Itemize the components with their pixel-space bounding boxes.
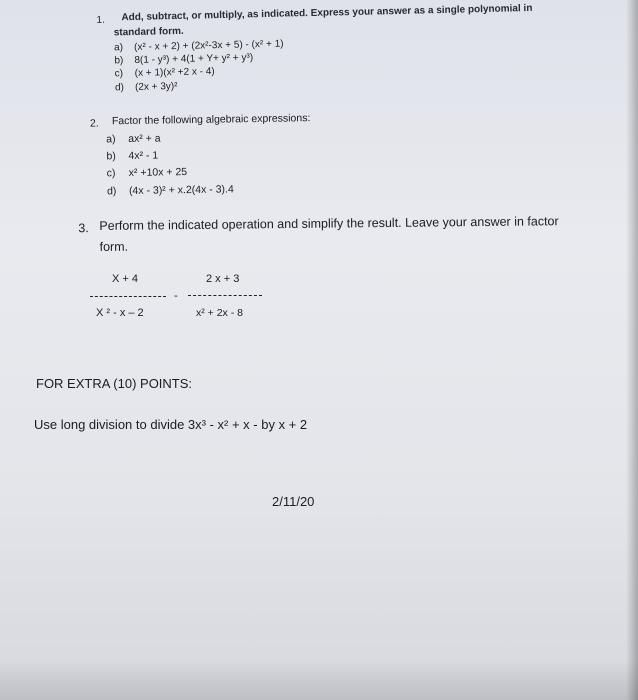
part-label: b) — [106, 150, 116, 163]
part-label: a) — [106, 133, 116, 146]
question-3 — [0, 0, 638, 330]
question-instruction: Add, subtract, or multiply, as indicated. Express your answer as a single polynomial in — [121, 2, 533, 24]
part-label: c) — [106, 167, 116, 180]
fraction-2-numerator: 2 x + 3 — [206, 273, 240, 285]
part-expression: 8(1 - y³) + 4(1 + Y+ y² + y³) — [134, 52, 254, 66]
question-number: 1. — [96, 14, 105, 26]
question-number: 3. — [78, 221, 89, 236]
fraction-1-numerator: X + 4 — [112, 273, 138, 285]
question-instruction-continued: standard form. — [113, 25, 184, 39]
page-edge-shadow — [626, 0, 638, 700]
part-expression: (x² - x + 2) + (2x²-3x + 5) - (x² + 1) — [133, 38, 284, 53]
part-expression: (4x - 3)² + x.2(4x - 3).4 — [128, 183, 234, 197]
date: 2/11/20 — [272, 494, 315, 509]
page-bottom-shadow — [0, 660, 638, 700]
question-number: 2. — [89, 117, 99, 130]
question-instruction: Perform the indicated operation and simplify the result. Leave your answer in factor — [99, 214, 559, 233]
fraction-1-bar — [90, 296, 166, 297]
part-expression: x² +10x + 25 — [128, 166, 188, 179]
fraction-2-bar — [188, 295, 262, 296]
question-instruction-continued: form. — [99, 239, 129, 254]
part-label: d) — [106, 185, 117, 198]
subtract-operator: - — [174, 290, 178, 302]
part-expression: (2x + 3y)² — [134, 80, 178, 93]
part-expression: ax² + a — [128, 132, 161, 146]
extra-points-heading: FOR EXTRA (10) POINTS: — [36, 376, 193, 391]
part-label: d) — [114, 82, 125, 94]
part-label: c) — [114, 68, 124, 80]
fraction-2-denominator: x² + 2x - 8 — [196, 307, 243, 319]
fraction-1-denominator: X ² - x – 2 — [96, 307, 144, 319]
part-expression: 4x² - 1 — [128, 149, 159, 163]
part-label: b) — [114, 55, 124, 67]
question-instruction: Factor the following algebraic expressions: — [111, 112, 311, 128]
extra-points-text: Use long division to divide 3x³ - x² + x - by x + 2 — [34, 417, 308, 432]
part-label: a) — [113, 42, 124, 54]
part-expression: (x + 1)(x² +2 x - 4) — [134, 66, 215, 79]
